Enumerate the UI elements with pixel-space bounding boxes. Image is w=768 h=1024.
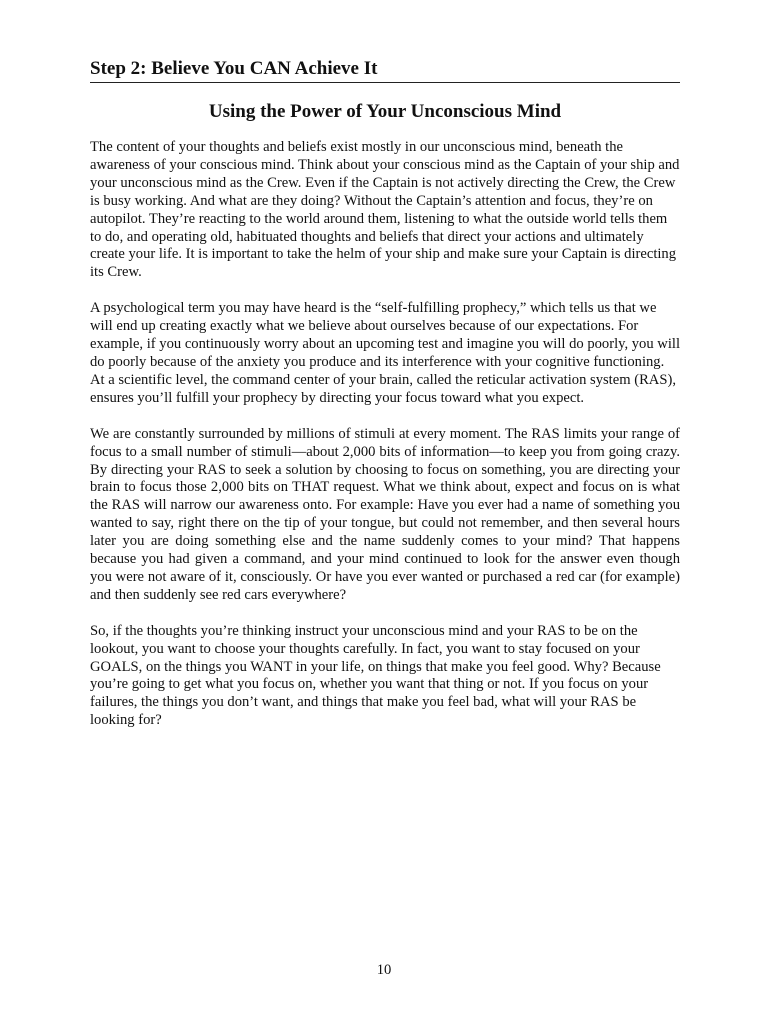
paragraph-captain-crew: The content of your thoughts and beliefs exist mostly in our unconscious mind, beneath the awareness of your conscious mind. Think about your conscious mind as the Captain of your ship and your unconscious mind as the Crew. Even if the Captain is not actively directing the Crew, the Crew is busy working. And what are they doing? Without the Captain’s attention and focus, they’re on autopilot. They’re reacting to the world around them, listening to what the outside world tells them to do, and operating old, habituated thoughts and beliefs that direct your actions and ultimately create your life. It is important to take the helm of your ship and make sure your Captain is directing its Crew.: [90, 139, 680, 281]
page-title: Using the Power of Your Unconscious Mind: [208, 101, 562, 122]
body-text: [90, 139, 680, 748]
page-number: 10: [376, 962, 392, 978]
paragraph-self-fulfilling-prophecy: A psychological term you may have heard is the “self-fulfilling prophecy,” which tells us that we will end up creating exactly what we believe about ourselves because of our expectations. For example, if you continuously worry about an upcoming test and imagine you will do poorly, you will do poorly because of the anxiety you produce and its interference with your cognitive functioning. At a scientific level, the command center of your brain, called the reticular activation system (RAS), ensures you’ll fulfill your prophecy by directing your focus toward what you expect.: [90, 300, 681, 406]
running-header: [90, 58, 680, 83]
section-heading: Step 2: Believe You CAN Achieve It: [90, 58, 378, 79]
paragraph-choose-thoughts: So, if the thoughts you’re thinking instruct your unconscious mind and your RAS to be on the lookout, you want to choose your thoughts carefully. In fact, you want to stay focused on your GOALS, on the things you WANT in your life, on things that make you feel good. Why? Because you’re going to get what you focus on, whether you want that thing or not. If you focus on your failures, the things you don’t want, and things that make you feel bad, what will your RAS be looking for?: [90, 622, 661, 729]
paragraph-ras-stimuli: We are constantly surrounded by millions of stimuli at every moment. The RAS limits your range of focus to a small number of stimuli—about 2,000 bits of information—to keep you from going crazy. By directing your RAS to seek a solution by choosing to focus on something, you are directing your brain to focus those 2,000 bits on THAT request. What we think about, expect and focus on is what the RAS will narrow our awareness onto. For example: Have you ever had a name of something you wanted to say, right there on the tip of your tongue, but could not remember, and then several hours later you are doing something else and the name suddenly comes to your mind? That happens because you had given a command, and your mind continued to look for the answer even though you were not aware of it, consciously. Or have you ever wanted or purchased a red car (for example) and then suddenly see red cars everywhere?: [90, 425, 680, 603]
